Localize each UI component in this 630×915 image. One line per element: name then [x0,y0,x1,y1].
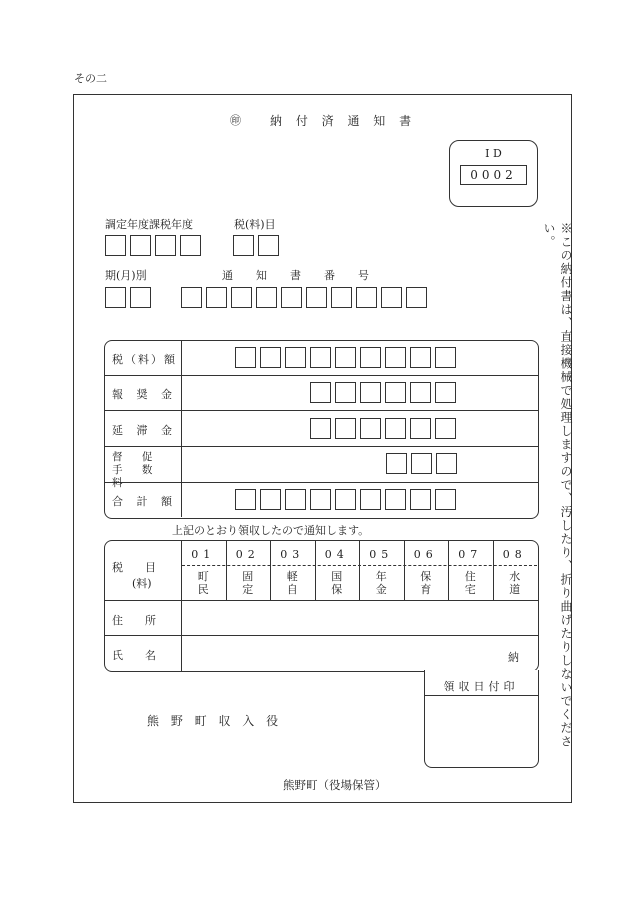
row-divider [105,375,538,376]
receipt-date-label: 領収日付印 [443,680,519,693]
tax-name: 住宅 [464,570,476,596]
amount-row-label: 合 計 額 [112,495,177,508]
amount-cell[interactable] [435,489,456,510]
amount-cell[interactable] [285,347,306,368]
amount-row-label: 報 奨 金 [112,388,177,401]
tax-code: 01 [191,548,216,561]
amount-cell[interactable] [335,489,356,510]
amount-cell[interactable] [360,347,381,368]
tax-name: 固定 [242,570,254,596]
tax-code: 05 [369,548,394,561]
amount-cell[interactable] [285,489,306,510]
amount-row-label: 税（料）額 [112,353,177,366]
amount-cell[interactable] [360,382,381,403]
amount-cell[interactable] [335,418,356,439]
treasurer: 熊 野 町 収 入 役 [147,714,283,728]
id-label: I D [485,147,502,160]
period-cells [105,287,155,308]
tax-name: 年金 [375,570,387,596]
entry-cell[interactable] [206,287,227,308]
tax-code: 04 [324,548,349,561]
amount-cell[interactable] [385,418,406,439]
tax-item-label: 税(料)目 [234,218,276,231]
entry-cell[interactable] [356,287,377,308]
receipt-date-divider [424,695,538,696]
period-label: 期(月)別 [105,269,147,282]
entry-cell[interactable] [281,287,302,308]
form-title: 納 付 済 通 知 書 [270,114,417,128]
entry-cell[interactable] [130,287,151,308]
tax-name: 保育 [420,570,432,596]
amount-cell[interactable] [410,382,431,403]
page-label: その二 [74,72,107,85]
id-value: 0002 [460,165,527,185]
entry-cell[interactable] [105,287,126,308]
entry-cell[interactable] [256,287,277,308]
entry-cell[interactable] [180,235,201,256]
amount-cell[interactable] [410,489,431,510]
entry-cell[interactable] [233,235,254,256]
tax-code: 03 [280,548,305,561]
amount-cells-late [310,418,460,439]
tax-code: 06 [413,548,438,561]
address-label: 住 所 [112,614,156,627]
amount-cell[interactable] [235,347,256,368]
amount-cell[interactable] [435,382,456,403]
entry-cell[interactable] [105,235,126,256]
amount-cell[interactable] [335,347,356,368]
entry-cell[interactable] [258,235,279,256]
amount-cell[interactable] [310,347,331,368]
amount-cells-tax [235,347,460,368]
tax-header-bottom: (料) [132,577,152,590]
side-note: ※この納付書は、直接機械で処理しますので、汚したり、折り曲げたりしないでください。 [542,222,573,749]
year-label: 調定年度課税年度 [105,218,193,231]
notice-number-label: 通 知 書 番 号 [222,269,375,282]
tax-item-cells [233,235,283,256]
tax-code: 07 [458,548,483,561]
amount-cell[interactable] [411,453,432,474]
entry-cell[interactable] [331,287,352,308]
amount-cell[interactable] [386,453,407,474]
amount-row-label: 延 滞 金 [112,424,177,437]
receipt-statement: 上記のとおり領収したので通知します。 [172,524,370,537]
amount-cell[interactable] [360,489,381,510]
amount-cells-reward [310,382,460,403]
notice-number-cells [181,287,431,308]
amount-cells-total [235,489,460,510]
amount-cell[interactable] [435,347,456,368]
tax-code: 02 [235,548,260,561]
payment-suffix: 納 [508,651,519,664]
entry-cell[interactable] [155,235,176,256]
amount-divider [181,341,182,517]
entry-cell[interactable] [306,287,327,308]
tax-name: 町民 [197,570,209,596]
amount-cell[interactable] [260,489,281,510]
tax-name: 軽自 [286,570,298,596]
amount-cell[interactable] [410,347,431,368]
entry-cell[interactable] [381,287,402,308]
seal-mark: ㊞ [230,114,241,127]
row-divider [105,410,538,411]
amount-cell[interactable] [435,418,456,439]
year-cells [105,235,205,256]
entry-cell[interactable] [181,287,202,308]
amount-row-label: 督 促 手 数 料 [112,451,161,489]
name-label: 氏 名 [112,649,156,662]
tax-header-top: 税 目 [112,561,156,574]
amount-cell[interactable] [410,418,431,439]
tax-table-row-divider [105,600,538,601]
amount-cells-fee [386,453,461,474]
entry-cell[interactable] [406,287,427,308]
amount-cell[interactable] [385,489,406,510]
amount-cell[interactable] [310,489,331,510]
amount-cell[interactable] [260,347,281,368]
tax-code: 08 [502,548,527,561]
row-divider [105,446,538,447]
entry-cell[interactable] [130,235,151,256]
amount-cell[interactable] [436,453,457,474]
tax-name: 国保 [331,570,343,596]
amount-cell[interactable] [335,382,356,403]
entry-cell[interactable] [231,287,252,308]
amount-cell[interactable] [385,382,406,403]
footer-note: 熊野町（役場保管） [283,778,387,792]
tax-table-row-divider [105,635,538,636]
amount-cell[interactable] [385,347,406,368]
amount-cell[interactable] [235,489,256,510]
amount-cell[interactable] [360,418,381,439]
amount-cell[interactable] [310,382,331,403]
amount-cell[interactable] [310,418,331,439]
tax-name: 水道 [509,570,521,596]
